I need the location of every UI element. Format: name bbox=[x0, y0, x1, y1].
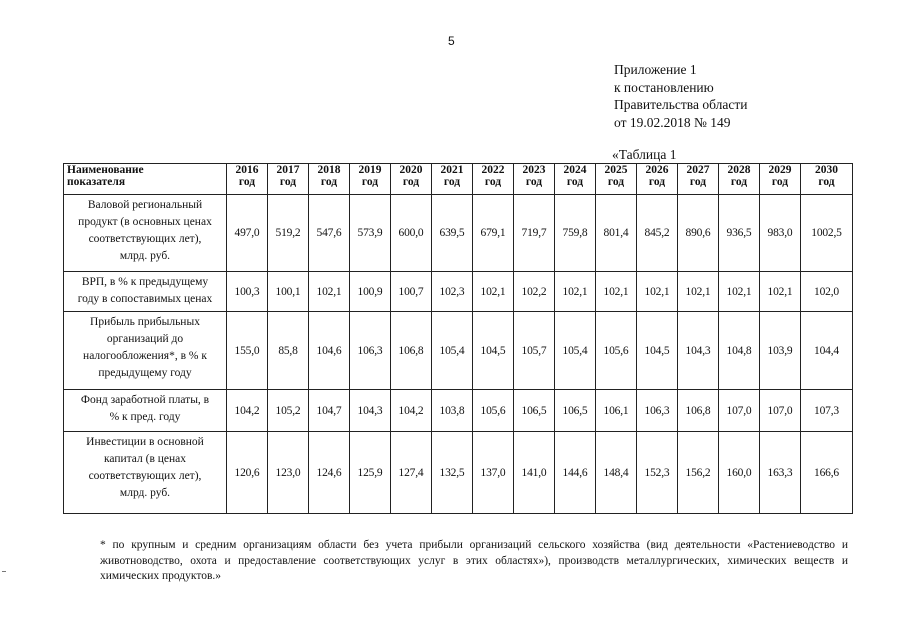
year-column-header bbox=[514, 164, 555, 195]
value-cell: 148,4 bbox=[596, 432, 637, 514]
value-cell: 155,0 bbox=[227, 312, 268, 390]
value-cell: 890,6 bbox=[678, 195, 719, 272]
year-label: 2029 bbox=[768, 164, 792, 176]
value-cell: 105,6 bbox=[473, 390, 514, 432]
value-cell: 102,0 bbox=[801, 272, 853, 312]
value-cell: 104,6 bbox=[309, 312, 350, 390]
year-column-header bbox=[719, 164, 760, 195]
indicator-name-line: млрд. руб. bbox=[119, 487, 171, 499]
value-cell: 166,6 bbox=[801, 432, 853, 514]
value-cell: 125,9 bbox=[350, 432, 391, 514]
indicator-name-line: налогообложения*, в % к bbox=[83, 350, 207, 362]
indicator-name-line: млрд. руб. bbox=[119, 250, 171, 262]
year-unit: год bbox=[607, 176, 625, 188]
value-cell: 102,1 bbox=[473, 272, 514, 312]
indicator-name-line: Фонд заработной платы, в bbox=[80, 394, 210, 406]
value-cell: 801,4 bbox=[596, 195, 637, 272]
indicator-name-line: предыдущему году bbox=[98, 367, 192, 379]
indicators-table bbox=[63, 163, 853, 514]
year-unit: год bbox=[320, 176, 338, 188]
indicator-name-cell bbox=[64, 195, 227, 272]
value-cell: 137,0 bbox=[473, 432, 514, 514]
value-cell: 141,0 bbox=[514, 432, 555, 514]
year-column-header bbox=[555, 164, 596, 195]
indicator-name-line: Инвестиции в основной bbox=[86, 436, 204, 448]
appendix-line: к постановлению bbox=[614, 79, 714, 95]
value-cell: 1002,5 bbox=[801, 195, 853, 272]
year-label: 2028 bbox=[727, 164, 751, 176]
year-column-header bbox=[391, 164, 432, 195]
name-column-header bbox=[64, 164, 227, 195]
value-cell: 102,1 bbox=[760, 272, 801, 312]
year-column-header bbox=[473, 164, 514, 195]
year-unit: год bbox=[771, 176, 789, 188]
value-cell: 100,1 bbox=[268, 272, 309, 312]
value-cell: 105,6 bbox=[596, 312, 637, 390]
year-label: 2023 bbox=[522, 164, 546, 176]
year-label: 2027 bbox=[686, 164, 710, 176]
value-cell: 102,1 bbox=[555, 272, 596, 312]
year-column-header bbox=[801, 164, 853, 195]
value-cell: 100,9 bbox=[350, 272, 391, 312]
table-row bbox=[64, 272, 853, 312]
page-number: 5 bbox=[448, 34, 455, 48]
year-unit: год bbox=[566, 176, 584, 188]
value-cell: 102,1 bbox=[678, 272, 719, 312]
header-line: Наименование bbox=[67, 164, 144, 176]
year-unit: год bbox=[279, 176, 297, 188]
value-cell: 105,7 bbox=[514, 312, 555, 390]
value-cell: 104,5 bbox=[637, 312, 678, 390]
year-label: 2020 bbox=[399, 164, 423, 176]
value-cell: 105,4 bbox=[555, 312, 596, 390]
value-cell: 156,2 bbox=[678, 432, 719, 514]
year-unit: год bbox=[443, 176, 461, 188]
value-cell: 519,2 bbox=[268, 195, 309, 272]
year-column-header bbox=[760, 164, 801, 195]
value-cell: 104,8 bbox=[719, 312, 760, 390]
year-unit: год bbox=[525, 176, 543, 188]
value-cell: 106,8 bbox=[678, 390, 719, 432]
year-column-header bbox=[432, 164, 473, 195]
table-row bbox=[64, 195, 853, 272]
value-cell: 100,3 bbox=[227, 272, 268, 312]
year-unit: год bbox=[484, 176, 502, 188]
year-label: 2019 bbox=[358, 164, 382, 176]
value-cell: 106,3 bbox=[350, 312, 391, 390]
value-cell: 103,9 bbox=[760, 312, 801, 390]
value-cell: 144,6 bbox=[555, 432, 596, 514]
year-label: 2018 bbox=[317, 164, 341, 176]
value-cell: 85,8 bbox=[268, 312, 309, 390]
table-caption: «Таблица 1 bbox=[612, 147, 677, 162]
value-cell: 600,0 bbox=[391, 195, 432, 272]
value-cell: 102,3 bbox=[432, 272, 473, 312]
year-unit: год bbox=[648, 176, 666, 188]
indicator-name-line: соответствующих лет), bbox=[88, 470, 202, 482]
value-cell: 104,3 bbox=[678, 312, 719, 390]
year-label: 2026 bbox=[645, 164, 669, 176]
appendix-line: от 19.02.2018 № 149 bbox=[614, 114, 731, 130]
value-cell: 106,5 bbox=[555, 390, 596, 432]
year-column-header bbox=[309, 164, 350, 195]
indicator-name-line: ВРП, в % к предыдущему bbox=[81, 276, 209, 288]
table-row bbox=[64, 312, 853, 390]
value-cell: 983,0 bbox=[760, 195, 801, 272]
table-header-row bbox=[64, 164, 853, 195]
year-column-header bbox=[268, 164, 309, 195]
value-cell: 107,0 bbox=[719, 390, 760, 432]
indicator-name-line: % к пред. году bbox=[109, 411, 181, 423]
value-cell: 105,4 bbox=[432, 312, 473, 390]
footnote: * по крупным и средним организациям области без учета прибыли организаций сельского хозяйства (вид деятельности «Растениеводство и животноводство, охота и предоставление соответствующих услуг в этих областях»), производств металлургических, химических веществ и химических продуктов.» bbox=[100, 539, 848, 582]
value-cell: 104,3 bbox=[350, 390, 391, 432]
year-label: 2022 bbox=[481, 164, 505, 176]
value-cell: 106,3 bbox=[637, 390, 678, 432]
value-cell: 497,0 bbox=[227, 195, 268, 272]
value-cell: 107,0 bbox=[760, 390, 801, 432]
indicator-name-cell bbox=[64, 272, 227, 312]
year-unit: год bbox=[361, 176, 379, 188]
year-unit: год bbox=[818, 176, 835, 188]
value-cell: 160,0 bbox=[719, 432, 760, 514]
value-cell: 102,1 bbox=[719, 272, 760, 312]
value-cell: 936,5 bbox=[719, 195, 760, 272]
value-cell: 106,5 bbox=[514, 390, 555, 432]
value-cell: 163,3 bbox=[760, 432, 801, 514]
indicator-name-cell bbox=[64, 432, 227, 514]
value-cell: 573,9 bbox=[350, 195, 391, 272]
indicator-name-line: Валовой региональный bbox=[87, 199, 203, 211]
value-cell: 123,0 bbox=[268, 432, 309, 514]
year-unit: год bbox=[689, 176, 707, 188]
value-cell: 102,1 bbox=[637, 272, 678, 312]
value-cell: 103,8 bbox=[432, 390, 473, 432]
value-cell: 104,4 bbox=[801, 312, 853, 390]
value-cell: 124,6 bbox=[309, 432, 350, 514]
value-cell: 100,7 bbox=[391, 272, 432, 312]
year-unit: год bbox=[238, 176, 256, 188]
value-cell: 547,6 bbox=[309, 195, 350, 272]
indicator-name-line: соответствующих лет), bbox=[88, 233, 202, 245]
value-cell: 120,6 bbox=[227, 432, 268, 514]
value-cell: 152,3 bbox=[637, 432, 678, 514]
year-column-header bbox=[596, 164, 637, 195]
value-cell: 105,2 bbox=[268, 390, 309, 432]
value-cell: 132,5 bbox=[432, 432, 473, 514]
indicator-name-line: организаций до bbox=[106, 333, 184, 345]
indicator-name-cell bbox=[64, 312, 227, 390]
year-label: 2025 bbox=[604, 164, 628, 176]
scan-edge-mark bbox=[2, 571, 6, 572]
appendix-line: Приложение 1 bbox=[614, 62, 697, 77]
year-unit: год bbox=[730, 176, 748, 188]
year-column-header bbox=[350, 164, 391, 195]
year-column-header bbox=[227, 164, 268, 195]
year-label: 2021 bbox=[440, 164, 464, 176]
year-label: 2024 bbox=[563, 164, 587, 176]
value-cell: 845,2 bbox=[637, 195, 678, 272]
year-label: 2030 bbox=[815, 164, 838, 176]
table-row bbox=[64, 390, 853, 432]
table-row bbox=[64, 432, 853, 514]
year-column-header bbox=[678, 164, 719, 195]
value-cell: 127,4 bbox=[391, 432, 432, 514]
indicator-name-line: году в сопоставимых ценах bbox=[77, 293, 213, 305]
year-label: 2017 bbox=[276, 164, 300, 176]
indicator-name-line: капитал (в ценах bbox=[103, 453, 187, 465]
value-cell: 102,1 bbox=[596, 272, 637, 312]
value-cell: 679,1 bbox=[473, 195, 514, 272]
value-cell: 106,1 bbox=[596, 390, 637, 432]
year-unit: год bbox=[402, 176, 420, 188]
appendix-line: Правительства области bbox=[614, 97, 748, 112]
value-cell: 104,2 bbox=[391, 390, 432, 432]
indicator-name-cell bbox=[64, 390, 227, 432]
value-cell: 102,1 bbox=[309, 272, 350, 312]
value-cell: 104,5 bbox=[473, 312, 514, 390]
value-cell: 759,8 bbox=[555, 195, 596, 272]
value-cell: 102,2 bbox=[514, 272, 555, 312]
value-cell: 104,7 bbox=[309, 390, 350, 432]
value-cell: 107,3 bbox=[801, 390, 853, 432]
header-line: показателя bbox=[67, 176, 126, 188]
indicator-name-line: продукт (в основных ценах bbox=[78, 216, 212, 228]
indicator-name-line: Прибыль прибыльных bbox=[90, 316, 200, 328]
year-label: 2016 bbox=[235, 164, 259, 176]
appendix-heading bbox=[614, 61, 747, 131]
value-cell: 719,7 bbox=[514, 195, 555, 272]
value-cell: 639,5 bbox=[432, 195, 473, 272]
value-cell: 106,8 bbox=[391, 312, 432, 390]
value-cell: 104,2 bbox=[227, 390, 268, 432]
year-column-header bbox=[637, 164, 678, 195]
